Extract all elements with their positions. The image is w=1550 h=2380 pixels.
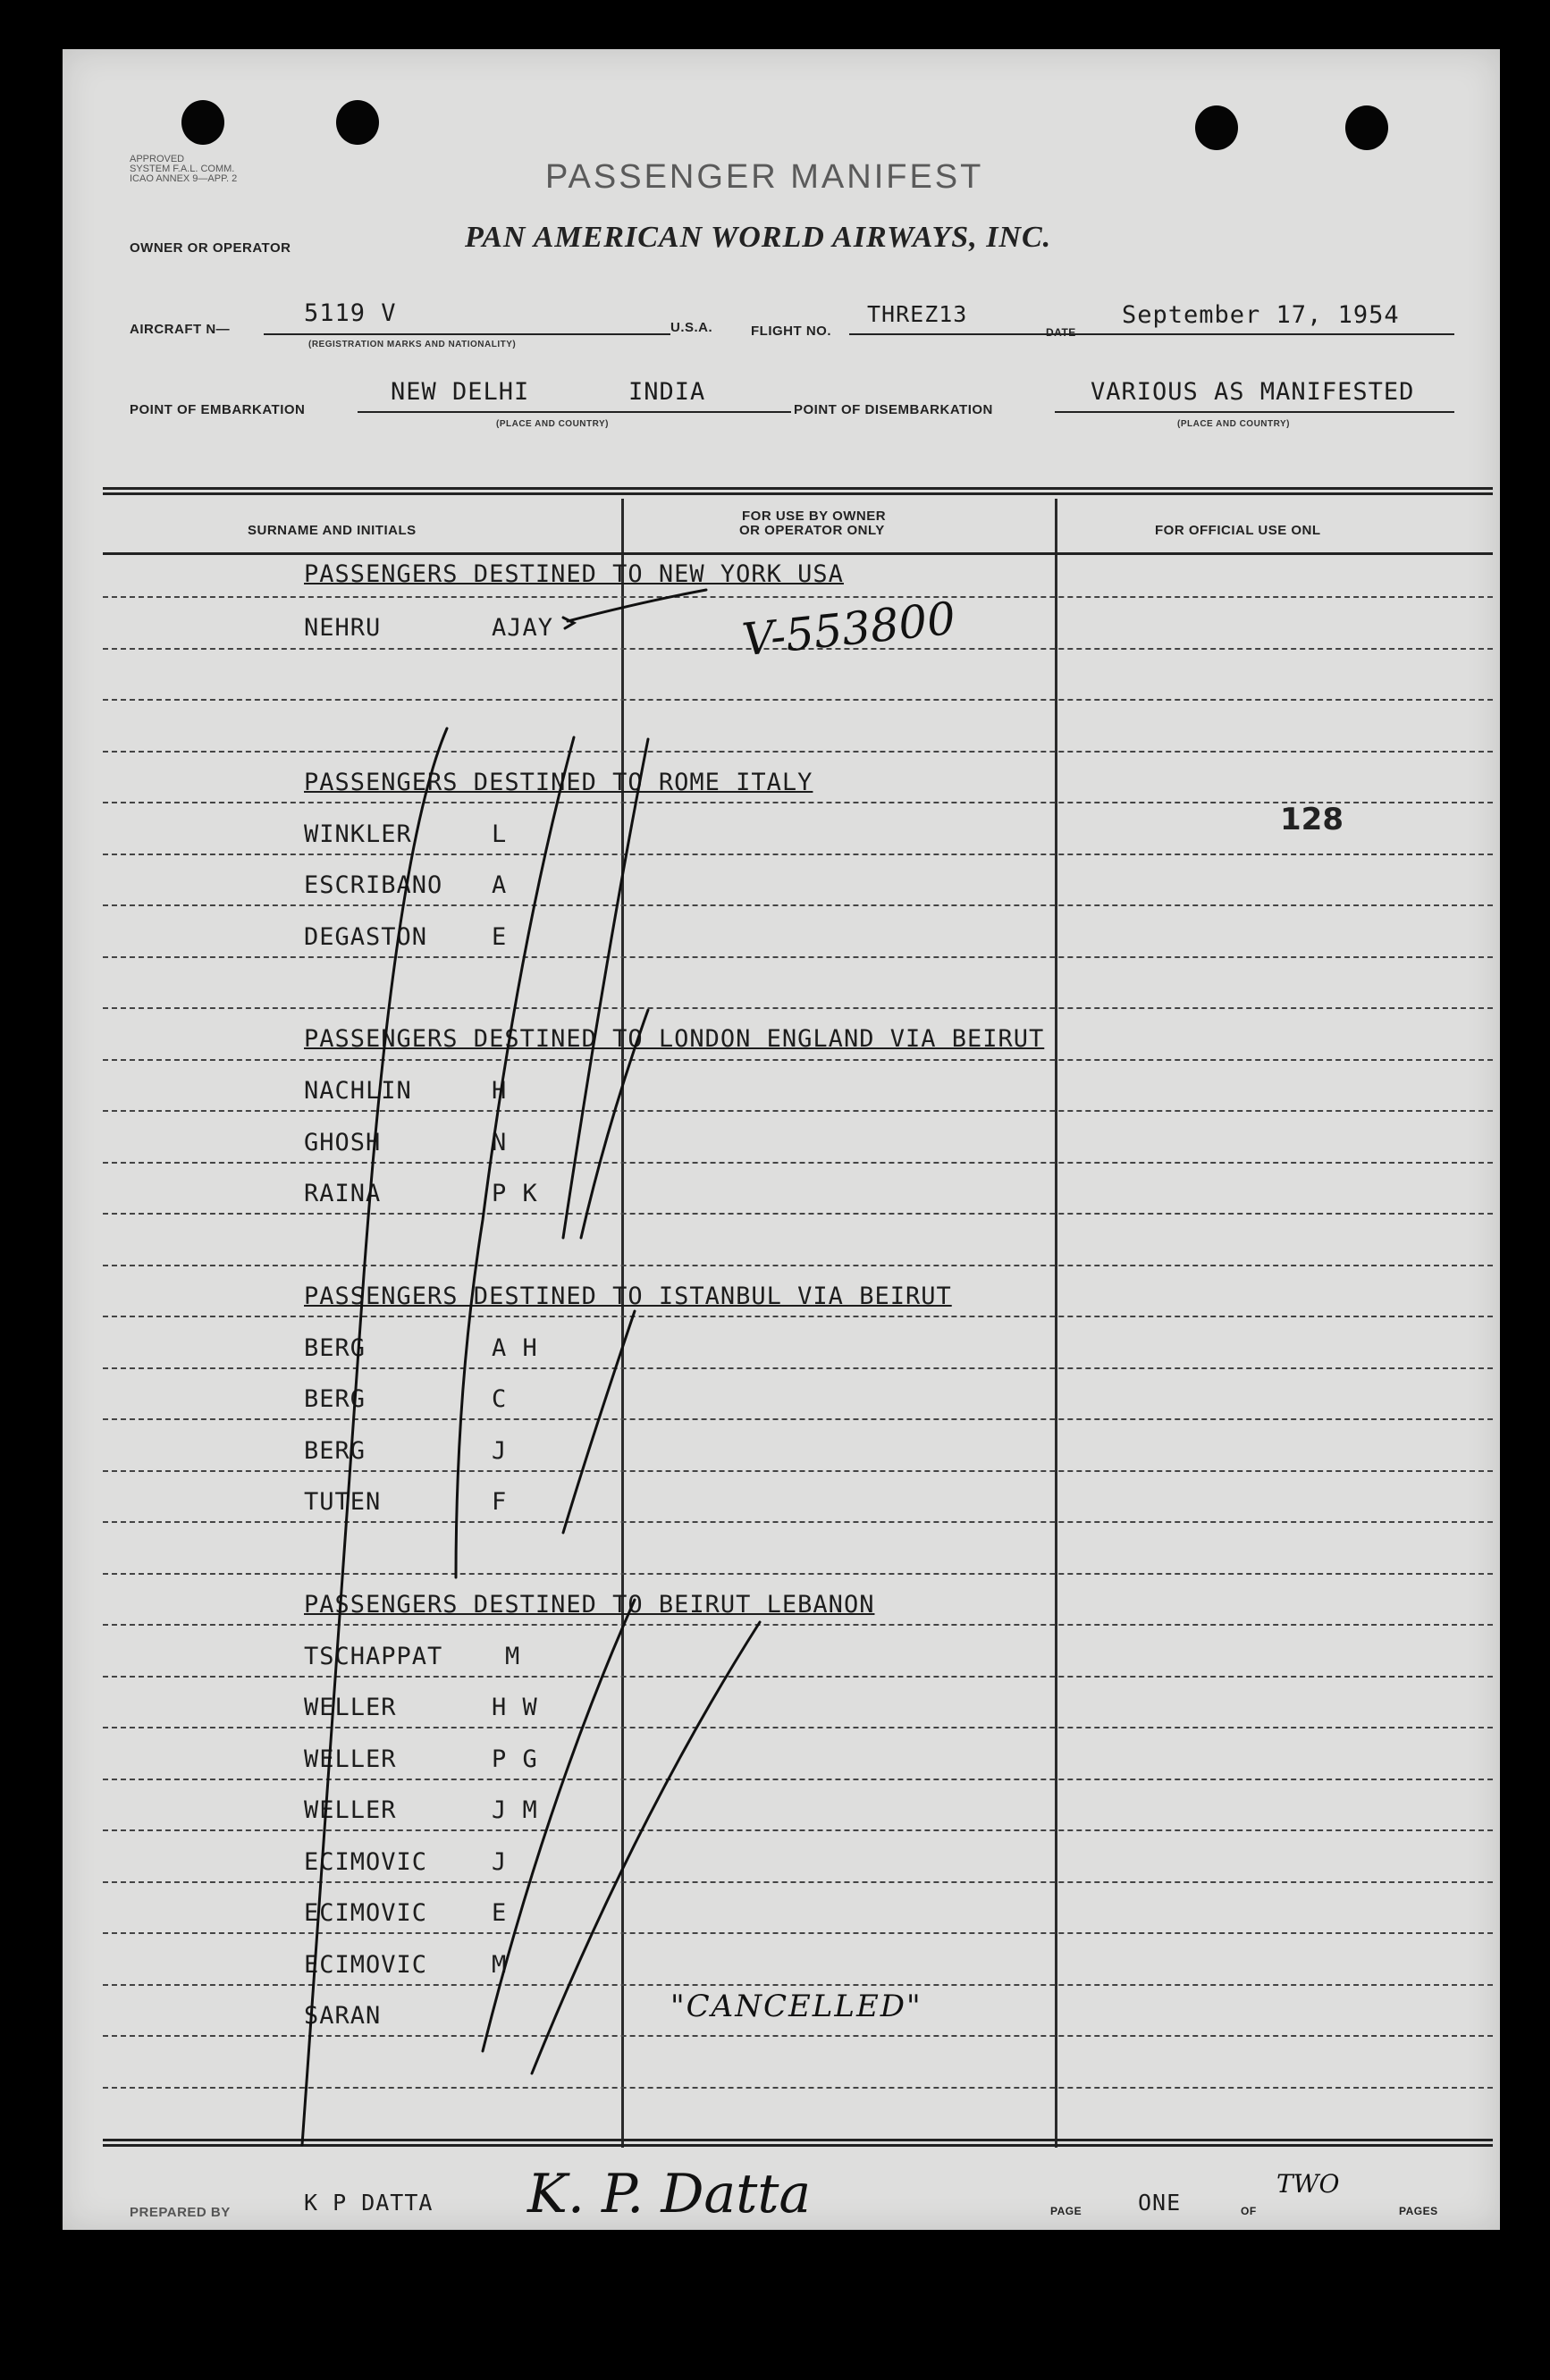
passenger-surname: WELLER — [304, 1694, 397, 1721]
aircraft-value: 5119 V — [304, 299, 397, 327]
passenger-surname: WINKLER — [304, 820, 412, 848]
passenger-initials: P G — [492, 1745, 538, 1773]
disembarkation-label: POINT OF DISEMBARKATION — [794, 402, 993, 417]
passenger-surname: NACHLIN — [304, 1077, 412, 1105]
passenger-initials: M — [492, 1951, 508, 1979]
column-official: FOR OFFICIAL USE ONL — [1155, 523, 1321, 538]
passenger-surname: TUTEN — [304, 1488, 382, 1516]
passenger-surname: BERG — [304, 1334, 366, 1362]
passenger-surname: WELLER — [304, 1745, 397, 1773]
passenger-initials: E — [492, 1899, 508, 1927]
group-heading-newyork: PASSENGERS DESTINED TO NEW YORK USA — [304, 560, 844, 588]
passenger-surname: ECIMOVIC — [304, 1848, 428, 1876]
stamp-number: 128 — [1280, 802, 1344, 837]
form-title: PASSENGER MANIFEST — [545, 158, 984, 196]
flight-value: THREZ13 — [867, 301, 968, 327]
usa-label: U.S.A. — [670, 320, 713, 335]
strike-line-3 — [563, 739, 648, 1238]
column-surname: SURNAME AND INITIALS — [248, 523, 417, 538]
group-heading-beirut: PASSENGERS DESTINED TO BEIRUT LEBANON — [304, 1591, 875, 1619]
embarkation-city: NEW DELHI — [391, 378, 530, 406]
operator-name: PAN AMERICAN WORLD AIRWAYS, INC. — [465, 221, 1052, 254]
prepared-by-name: K P DATTA — [304, 2190, 434, 2216]
disembarkation-value: VARIOUS AS MANIFESTED — [1091, 378, 1415, 406]
of-value: TWO — [1276, 2169, 1340, 2199]
registration-note: (REGISTRATION MARKS AND NATIONALITY) — [308, 340, 517, 349]
passenger-initials: H — [492, 1077, 508, 1105]
column-owner-use-2: OR OPERATOR ONLY — [739, 523, 885, 538]
passenger-initials: M — [505, 1643, 521, 1670]
passenger-initials: A H — [492, 1334, 538, 1362]
strike-line-7 — [532, 1622, 760, 2073]
passenger-surname: BERG — [304, 1437, 366, 1465]
passenger-initials: H W — [492, 1694, 538, 1721]
page-label: PAGE — [1050, 2205, 1082, 2217]
group-heading-rome: PASSENGERS DESTINED TO ROME ITALY — [304, 769, 813, 796]
pen-arrow-line — [568, 590, 706, 621]
strike-line-1 — [302, 728, 447, 2145]
date-value: September 17, 1954 — [1122, 301, 1400, 329]
passenger-surname: SARAN — [304, 2002, 382, 2030]
passenger-initials: C — [492, 1385, 508, 1413]
passenger-initials: AJAY — [492, 614, 554, 642]
handwritten-visa-number: V-553800 — [739, 592, 958, 667]
group-heading-istanbul: PASSENGERS DESTINED TO ISTANBUL VIA BEIRUT — [304, 1283, 952, 1310]
strike-line-4 — [581, 1010, 648, 1238]
approval-note: APPROVED SYSTEM F.A.L. COMM. ICAO ANNEX 9—APP. 2 — [130, 154, 238, 184]
passenger-surname: ECIMOVIC — [304, 1899, 428, 1927]
strike-line-5 — [563, 1311, 635, 1533]
aircraft-label: AIRCRAFT N— — [130, 322, 231, 337]
prepared-by-label: PREPARED BY — [130, 2205, 231, 2220]
passenger-initials: P K — [492, 1180, 538, 1207]
passenger-surname: WELLER — [304, 1796, 397, 1824]
passenger-surname: GHOSH — [304, 1129, 382, 1156]
passenger-initials: J M — [492, 1796, 538, 1824]
passenger-surname: BERG — [304, 1385, 366, 1413]
pages-label: PAGES — [1399, 2205, 1438, 2217]
passenger-initials: J — [492, 1437, 508, 1465]
owner-label: OWNER OR OPERATOR — [130, 240, 291, 256]
column-owner-use-1: FOR USE BY OWNER — [742, 509, 887, 524]
embarkation-country: INDIA — [628, 378, 706, 406]
passenger-initials: L — [492, 820, 508, 848]
of-label: OF — [1241, 2205, 1257, 2217]
handwritten-marks — [63, 49, 1500, 2230]
embarkation-place-note: (PLACE AND COUNTRY) — [496, 419, 609, 429]
flight-label: FLIGHT NO. — [751, 324, 831, 339]
manifest-sheet — [63, 49, 1500, 2230]
page-value: ONE — [1138, 2190, 1182, 2216]
passenger-initials: E — [492, 923, 508, 951]
passenger-surname: ESCRIBANO — [304, 871, 443, 899]
passenger-initials: N — [492, 1129, 508, 1156]
passenger-surname: RAINA — [304, 1180, 382, 1207]
signature: K. P. Datta — [527, 2163, 812, 2225]
disembarkation-place-note: (PLACE AND COUNTRY) — [1177, 419, 1290, 429]
passenger-surname: DEGASTON — [304, 923, 428, 951]
passenger-surname: NEHRU — [304, 614, 382, 642]
strike-line-2 — [456, 737, 574, 1577]
passenger-initials: J — [492, 1848, 508, 1876]
group-heading-london: PASSENGERS DESTINED TO LONDON ENGLAND VIA BEIRUT — [304, 1025, 1045, 1053]
handwritten-cancelled-note: "CANCELLED" — [670, 1989, 922, 2024]
date-label: DATE — [1046, 326, 1076, 339]
passenger-surname: ECIMOVIC — [304, 1951, 428, 1979]
passenger-initials: F — [492, 1488, 508, 1516]
strike-line-6 — [483, 1600, 635, 2051]
passenger-initials: A — [492, 871, 508, 899]
embarkation-label: POINT OF EMBARKATION — [130, 402, 306, 417]
passenger-surname: TSCHAPPAT — [304, 1643, 443, 1670]
